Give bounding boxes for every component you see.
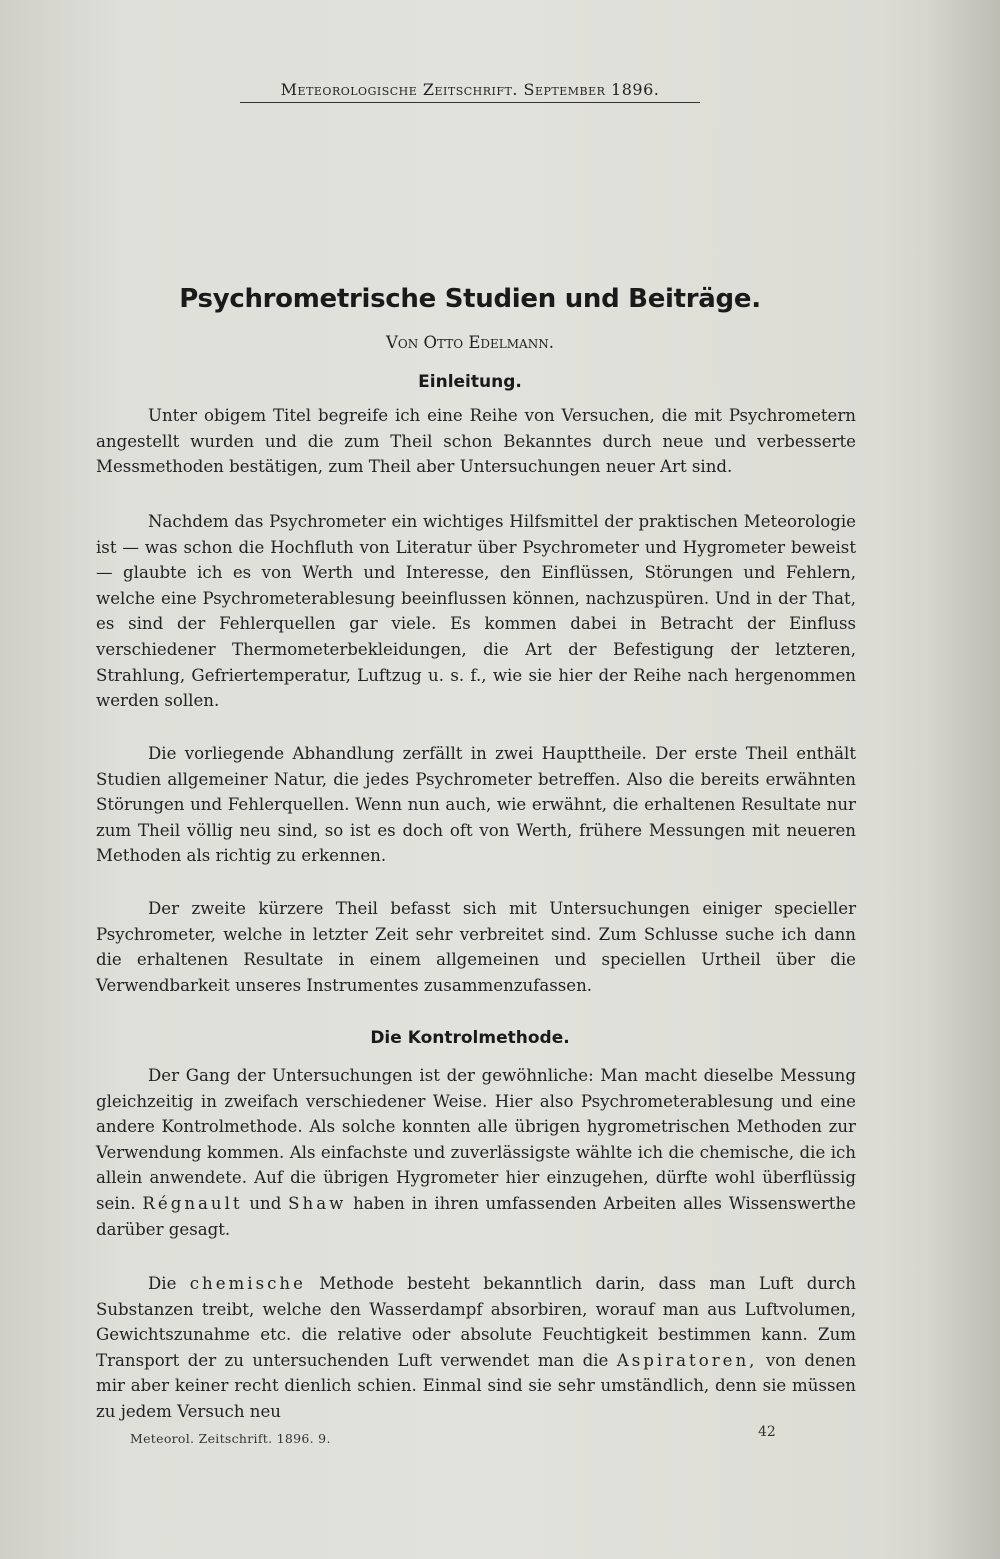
method-2-start: Die: [148, 1274, 177, 1293]
method-1-text: Der Gang der Untersuchungen ist der gewöhnliche: Man macht dieselbe Messung gleichzeitig in zweifach verschiedener Weise. Hier also Psychrometerablesung und eine andere Kontrolmethode. Als solche konnten alle übrigen hygrometrischen Methoden zur Verwendung kommen. Als einfachste und zuverlässigste wählte ich die chemische, die ich allein anwendete. Auf die übrigen Hygrometer hier einzugehen, dürfte wohl überflüssig sein.: [96, 1066, 856, 1213]
term-aspiratoren: Aspiratoren,: [616, 1350, 758, 1370]
page-number: 42: [758, 1424, 776, 1440]
author-name: Otto Edelmann.: [423, 333, 554, 352]
running-head: [240, 80, 700, 103]
running-head-journal: Meteorologische Zeitschrift.: [280, 80, 518, 99]
method-1-end: haben in ihren umfassenden Arbeiten alles Wissenswerthe darüber gesagt.: [96, 1193, 856, 1239]
running-head-date: September 1896.: [523, 80, 660, 99]
paragraph-method-1: [96, 1063, 856, 1242]
section-heading-einleitung: Einleitung.: [418, 372, 522, 392]
method-1-und: und: [249, 1193, 282, 1213]
method-2-mid: Methode besteht bekanntlich darin, dass man Luft durch Substanzen treibt, welche den Wasserdampf absorbiren, worauf man aus Luftvolumen, Gewichtszunahme etc. die relative oder absolute Feuchtigkeit bestimmen kann. Zum Transport der zu untersuchenden Luft verwendet man die: [96, 1274, 856, 1370]
name-shaw: Shaw: [288, 1193, 347, 1213]
paragraph-method-2: [96, 1271, 856, 1425]
paragraph-intro-2: Nachdem das Psychrometer ein wichtiges Hilfsmittel der praktischen Meteorologie ist — was schon die Hochfluth von Literatur über Psychrometer und Hygrometer beweist — glaubte ich es von Werth und Interesse, den Einflüssen, Störungen und Fehlern, welche eine Psychrometerablesung beeinflussen können, nachzuspüren. Und in der That, es sind der Fehlerquellen gar viele. Es kommen dabei in Betracht der Einfluss verschiedener Thermometerbekleidungen, die Art der Befestigung der letzteren, Strahlung, Gefriertemperatur, Luftzug u. s. f., wie sie hier der Reihe nach hergenommen werden sollen.: [96, 512, 856, 711]
name-regnault: Régnault: [142, 1193, 243, 1213]
paragraph-intro-4: Der zweite kürzere Theil befasst sich mit Untersuchungen einiger specieller Psychrometer, welche in letzter Zeit sehr verbreitet sind. Zum Schlusse suche ich dann die erhaltenen Resultate in einem allgemeinen und speciellen Urtheil über die Verwendbarkeit unseres Instrumentes zusammenzufassen.: [96, 899, 856, 995]
page-edge-shadow: [930, 0, 1000, 1559]
term-chemische: chemische: [189, 1274, 306, 1293]
footer-signature: Meteorol. Zeitschrift. 1896. 9.: [130, 1431, 331, 1446]
paragraph-intro-1: Unter obigem Titel begreife ich eine Reihe von Versuchen, die mit Psychrometern angestellt wurden und die zum Theil schon Bekanntes durch neue und verbesserte Messmethoden bestätigen, zum Theil aber Untersuchungen neuer Art sind.: [96, 406, 856, 477]
method-2-end: von denen mir aber keiner recht dienlich schien. Einmal sind sie sehr umständlich, denn sie müssen zu jedem Versuch neu: [96, 1350, 857, 1421]
author-prefix: Von: [386, 333, 419, 352]
section-heading-kontrolmethode: Die Kontrolmethode.: [370, 1028, 570, 1048]
article-author: [100, 333, 840, 352]
article-title: Psychrometrische Studien und Beiträge.: [179, 284, 761, 314]
paragraph-intro-3: Die vorliegende Abhandlung zerfällt in zwei Haupttheile. Der erste Theil enthält Studien allgemeiner Natur, die jedes Psychrometer betreffen. Also die bereits erwähnten Störungen und Fehlerquellen. Wenn nun auch, wie erwähnt, die erhaltenen Resultate nur zum Theil völlig neu sind, so ist es doch oft von Werth, frühere Messungen mit neueren Methoden als richtig zu erkennen.: [96, 744, 856, 866]
